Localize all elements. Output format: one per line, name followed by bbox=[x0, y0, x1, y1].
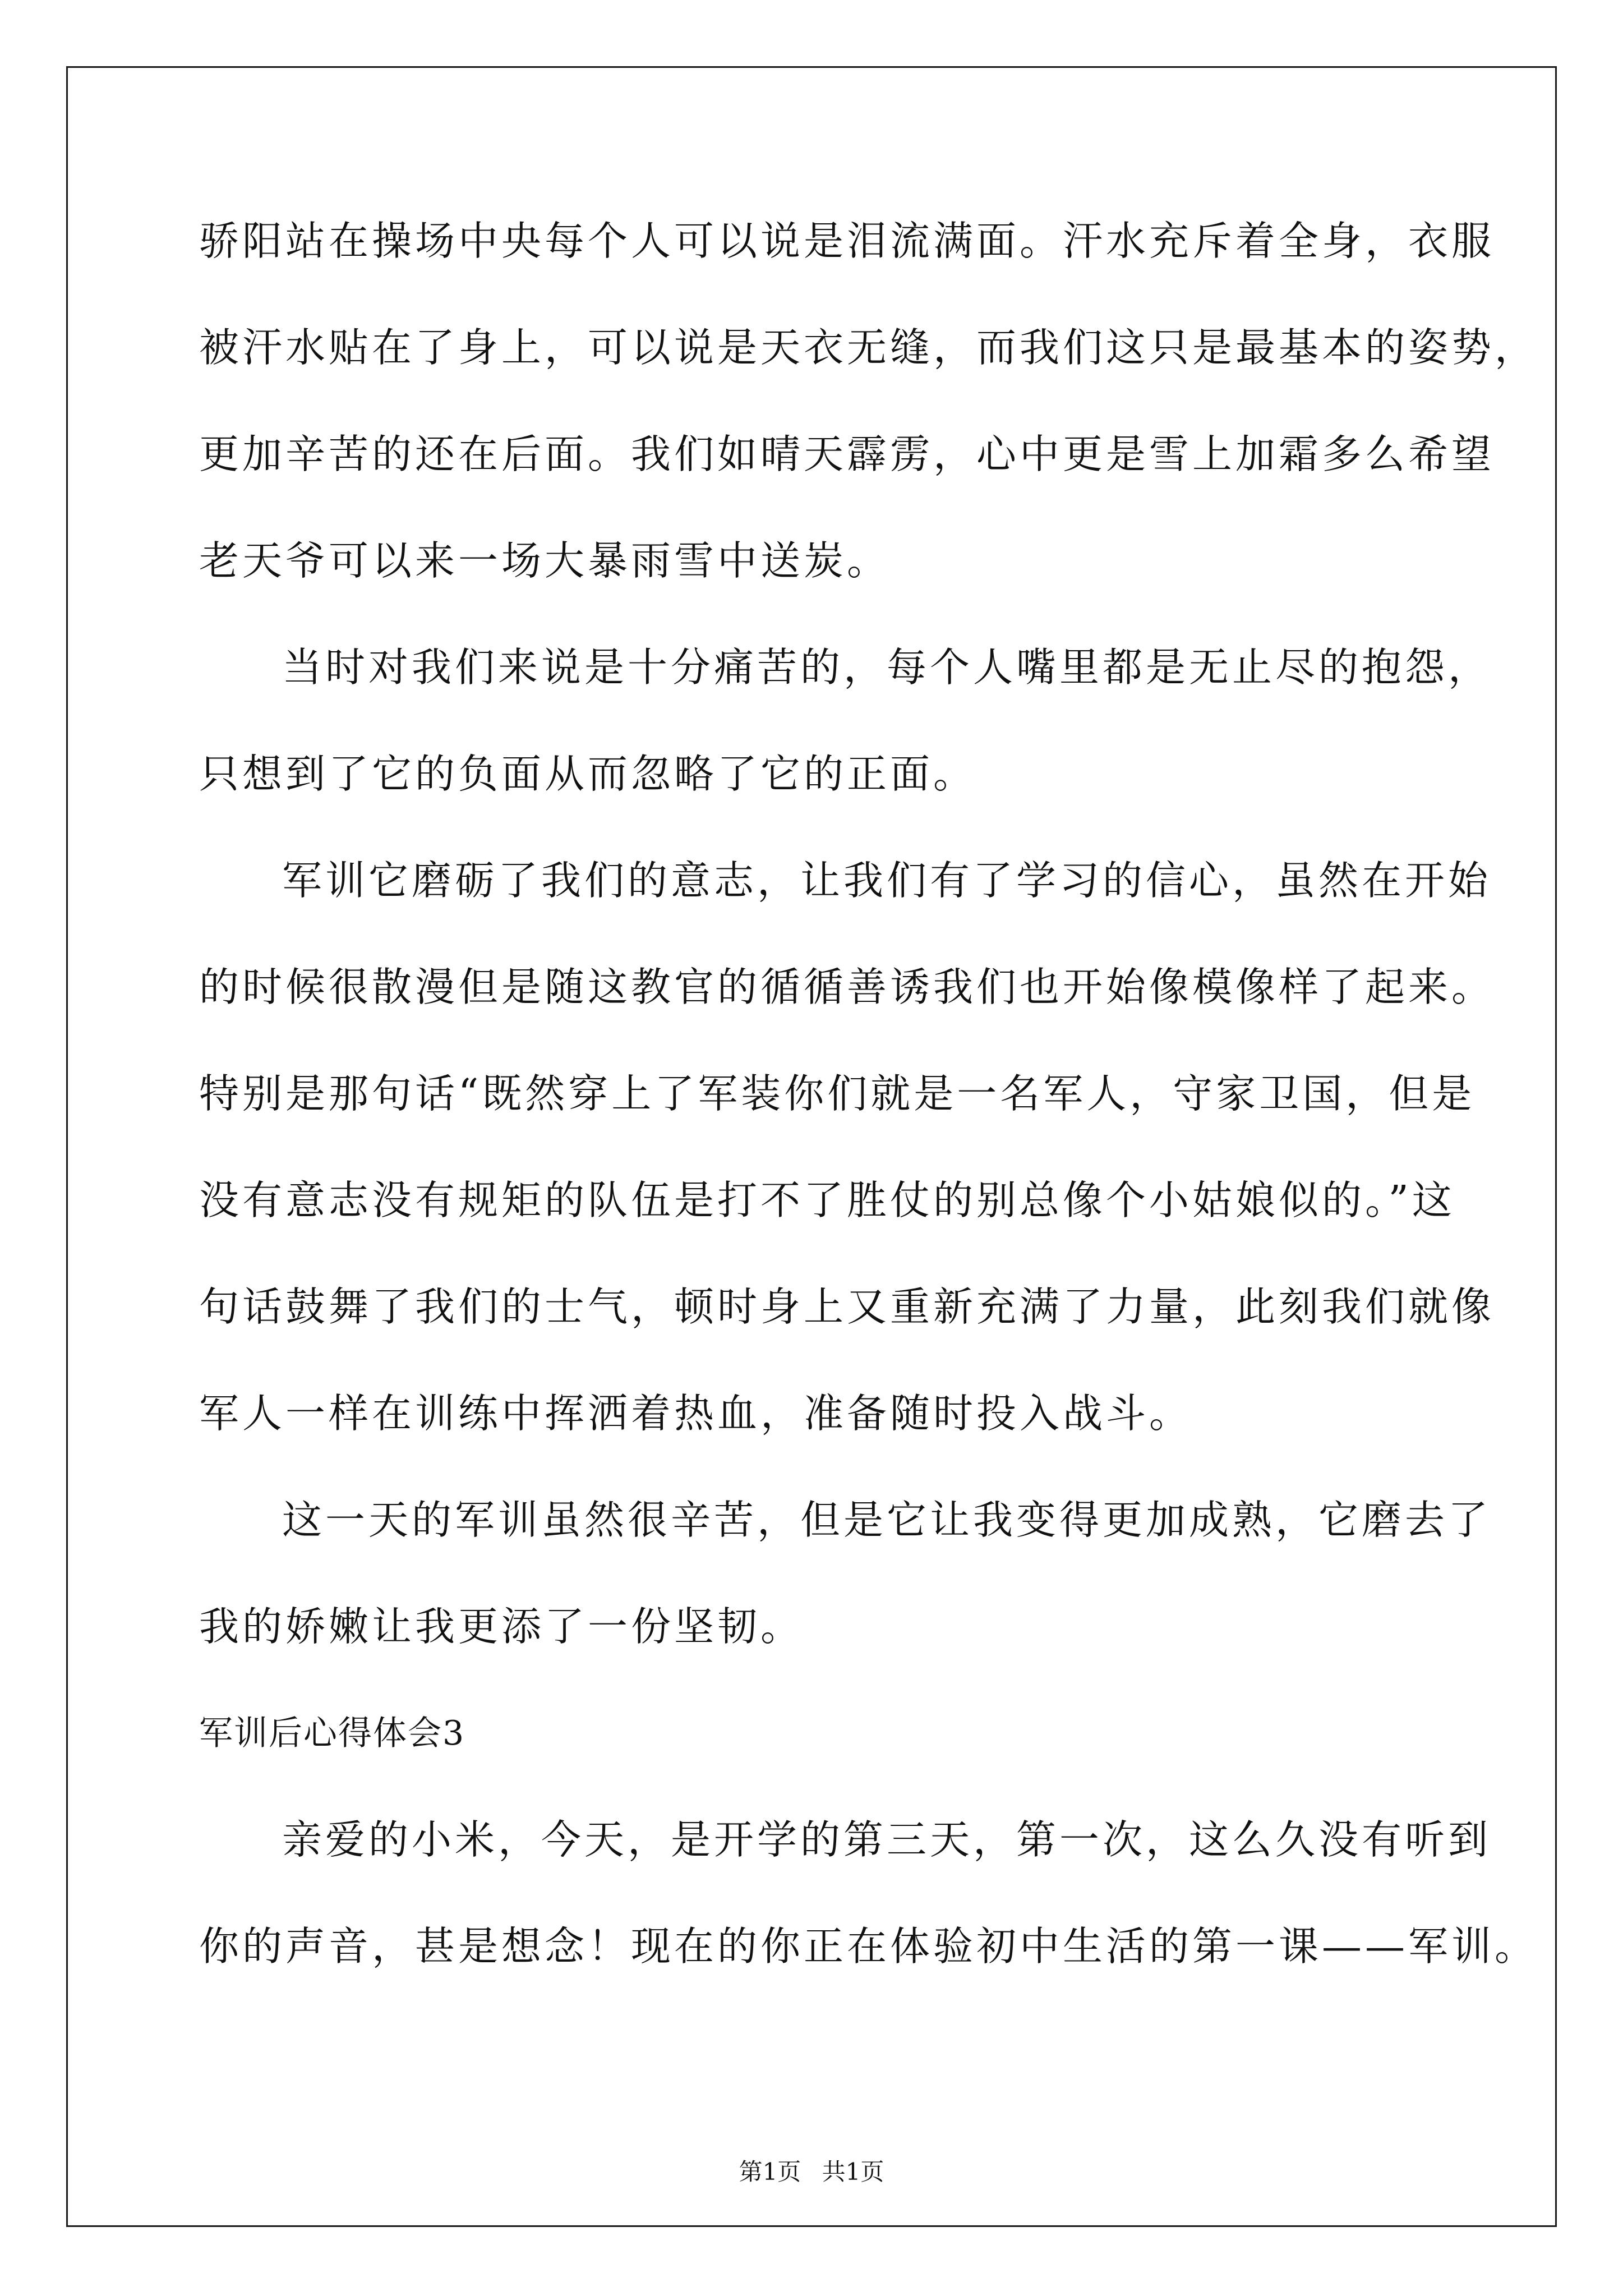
text-line: 只想到了它的负面从而忽略了它的正面。 bbox=[199, 751, 977, 797]
text-line: 句话鼓舞了我们的士气，顿时身上又重新充满了力量，此刻我们就像 bbox=[199, 1283, 1495, 1330]
paragraph-start-line: 当时对我们来说是十分痛苦的，每个人嘴里都是无止尽的抱怨， bbox=[282, 644, 1492, 691]
text-line: 的时候很散漫但是随这教官的循循善诱我们也开始像模像样了起来。 bbox=[199, 964, 1495, 1010]
text-line: 你的声音，甚是想念！现在的你正在体验初中生活的第一课——军训。 bbox=[199, 1923, 1538, 1970]
text-line: 军人一样在训练中挥洒着热血，准备随时投入战斗。 bbox=[199, 1390, 1193, 1437]
paragraph-start-line: 这一天的军训虽然很辛苦，但是它让我变得更加成熟，它磨去了 bbox=[282, 1497, 1492, 1543]
paragraph-start-line: 亲爱的小米，今天，是开学的第三天，第一次，这么久没有听到 bbox=[282, 1816, 1492, 1863]
text-line: 更加辛苦的还在后面。我们如晴天霹雳，心中更是雪上加霜多么希望 bbox=[199, 431, 1495, 477]
text-line: 骄阳站在操场中央每个人可以说是泪流满面。汗水充斥着全身，衣服 bbox=[199, 218, 1495, 264]
page-border bbox=[66, 66, 1557, 2227]
text-line: 老天爷可以来一场大暴雨雪中送炭。 bbox=[199, 537, 891, 584]
paragraph-start-line: 军训它磨砺了我们的意志，让我们有了学习的信心，虽然在开始 bbox=[282, 857, 1492, 904]
page-footer bbox=[0, 2155, 1623, 2189]
section-heading: 军训后心得体会3 bbox=[199, 1714, 465, 1753]
text-line: 特别是那句话“既然穿上了军装你们就是一名军人，守家卫国，但是 bbox=[199, 1070, 1476, 1117]
page-total: 共1页 bbox=[822, 2158, 884, 2185]
text-line: 我的娇嫩让我更添了一份坚韧。 bbox=[199, 1603, 804, 1650]
page-number: 第1页 bbox=[739, 2158, 801, 2185]
text-line: 没有意志没有规矩的队伍是打不了胜仗的别总像个小姑娘似的。”这 bbox=[199, 1177, 1455, 1223]
text-line: 被汗水贴在了身上，可以说是天衣无缝，而我们这只是最基本的姿势， bbox=[199, 324, 1538, 371]
